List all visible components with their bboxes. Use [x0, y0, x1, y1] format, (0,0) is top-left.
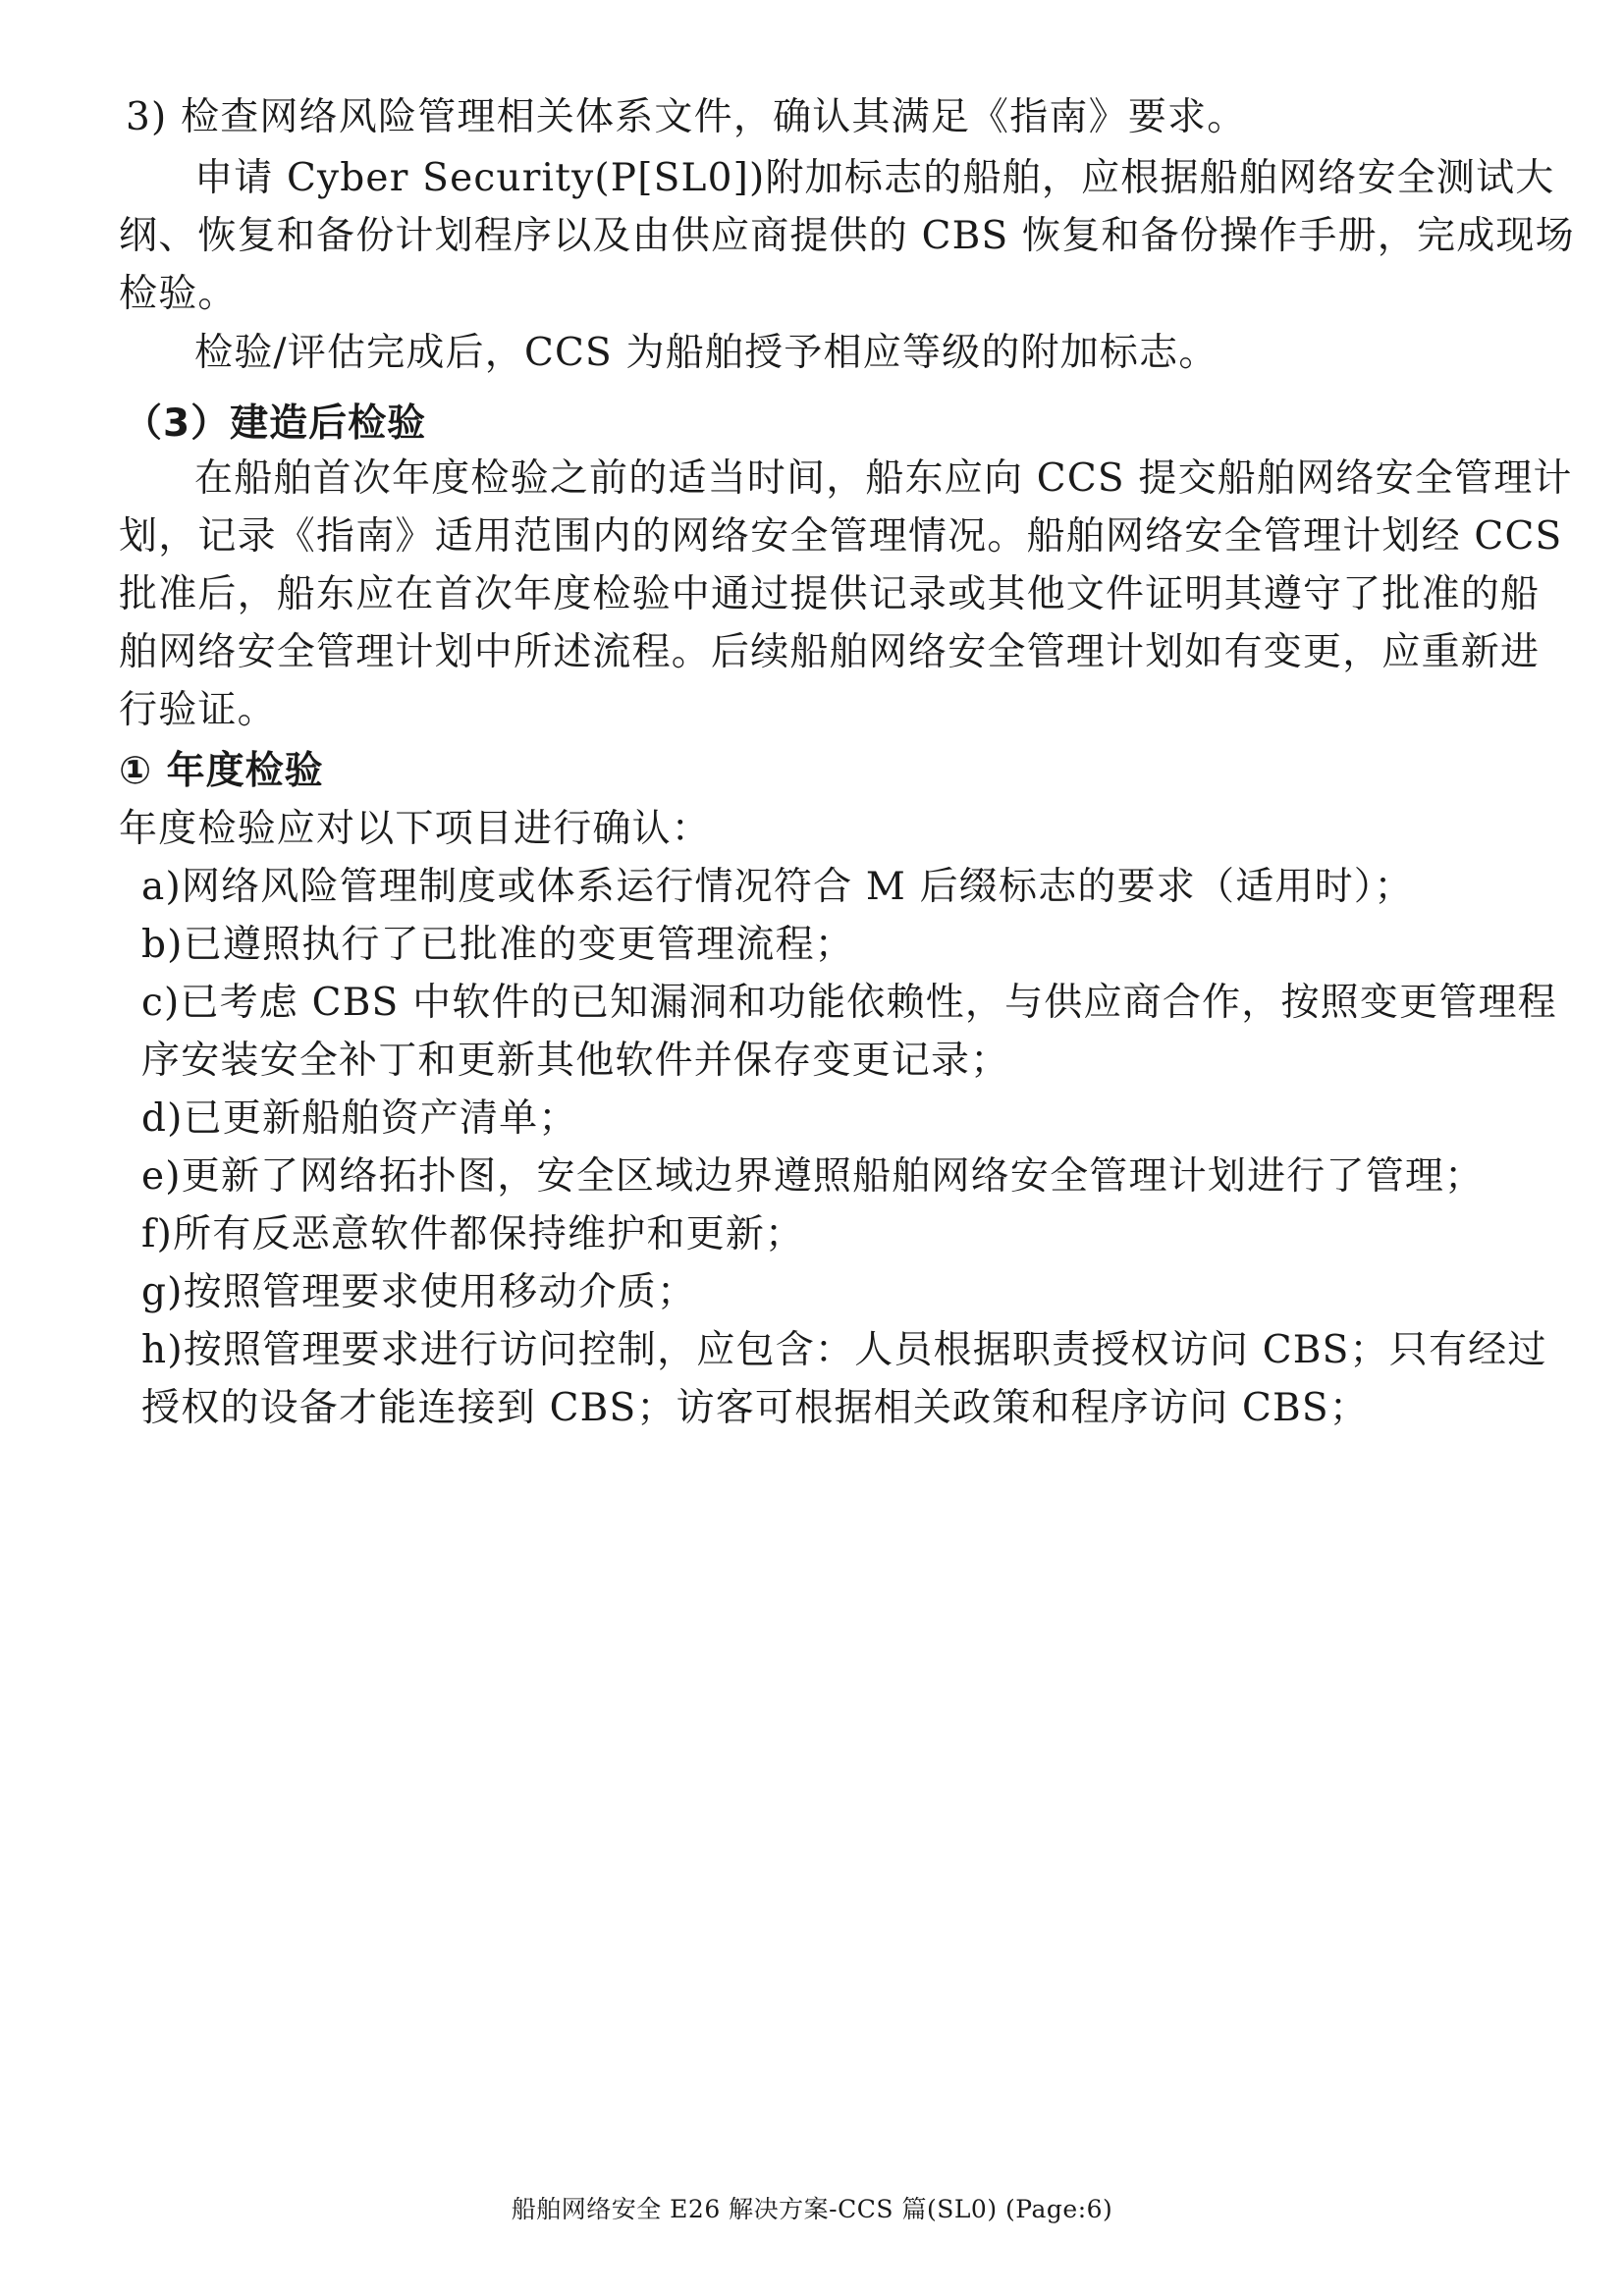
annual-item-a: a)网络风险管理制度或体系运行情况符合 M 后缀标志的要求（适用时）；: [141, 865, 1414, 909]
section-heading-annual-survey: ① 年度检验: [119, 749, 324, 793]
post-construction-paragraph-line-1: 在船舶首次年度检验之前的适当时间，船东应向 CCS 提交船舶网络安全管理计: [194, 456, 1573, 501]
annual-item-e: e)更新了网络拓扑图，安全区域边界遵照船舶网络安全管理计划进行了管理；: [141, 1154, 1485, 1199]
application-paragraph-line-3: 检验。: [119, 272, 238, 316]
annual-item-c-line-1: c)已考虑 CBS 中软件的已知漏洞和功能依赖性，与供应商合作，按照变更管理程: [141, 981, 1557, 1025]
annual-item-h-line-2: 授权的设备才能连接到 CBS；访客可根据相关政策和程序访问 CBS；: [141, 1386, 1370, 1430]
application-paragraph-line-1: 申请 Cyber Security(P[SL0])附加标志的船舶，应根据船舶网络安全测试大: [194, 156, 1555, 200]
post-construction-paragraph-line-5: 行验证。: [119, 688, 277, 732]
annual-survey-intro: 年度检验应对以下项目进行确认：: [119, 807, 712, 851]
application-paragraph-line-2: 纲、恢复和备份计划程序以及由供应商提供的 CBS 恢复和备份操作手册，完成现场: [119, 214, 1575, 258]
completion-paragraph: 检验/评估完成后，CCS 为船舶授予相应等级的附加标志。: [194, 331, 1218, 375]
post-construction-paragraph-line-2: 划，记录《指南》适用范围内的网络安全管理情况。船舶网络安全管理计划经 CCS: [119, 514, 1563, 559]
post-construction-paragraph-line-4: 舶网络安全管理计划中所述流程。后续船舶网络安全管理计划如有变更，应重新进: [119, 630, 1541, 674]
section-heading-post-construction: （3）建造后检验: [124, 401, 427, 446]
post-construction-paragraph-line-3: 批准后，船东应在首次年度检验中通过提供记录或其他文件证明其遵守了批准的船: [119, 572, 1541, 616]
page-footer: 船舶网络安全 E26 解决方案-CCS 篇(SL0) (Page:6): [511, 2195, 1113, 2223]
annual-item-b: b)已遵照执行了已批准的变更管理流程；: [141, 923, 854, 967]
annual-item-h-line-1: h)按照管理要求进行访问控制，应包含：人员根据职责授权访问 CBS；只有经过: [141, 1328, 1547, 1372]
annual-item-d: d)已更新船舶资产清单；: [141, 1096, 578, 1141]
annual-item-f: f)所有反恶意软件都保持维护和更新；: [141, 1212, 805, 1256]
annual-item-c-line-2: 序安装安全补丁和更新其他软件并保存变更记录；: [141, 1039, 1010, 1083]
annual-item-g: g)按照管理要求使用移动介质；: [141, 1270, 697, 1314]
item-3-review-documents: 3) 检查网络风险管理相关体系文件，确认其满足《指南》要求。: [126, 95, 1247, 139]
